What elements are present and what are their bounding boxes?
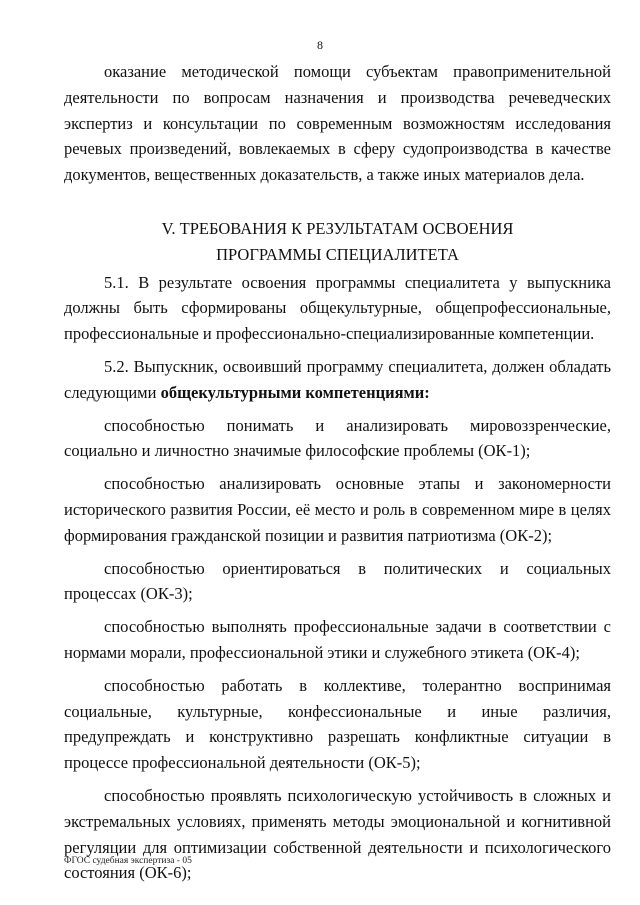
competency-item: способностью проявлять психологическую устойчивость в сложных и экстремальных условиях, применять методы эмоциональной и когнитивной регуляции для оптимизации собственной деятельности и психологического состояния (ОК-6); xyxy=(64,785,611,883)
intro-block xyxy=(64,59,611,188)
competency-item: способностью работать в коллективе, толерантно воспринимая социальные, культурные, конфессиональные и иные различия, предупреждать и конструктивно разрешать конфликтные ситуации в процессе профессиональной деятельности (ОК-5); xyxy=(64,675,611,773)
paragraph-5-2 xyxy=(64,354,611,406)
paragraph-5-2-bold: общекультурными компетенциями: xyxy=(160,382,430,402)
paragraph-5-1: 5.1. В результате освоения программы специалитета у выпускника должны быть сформированы общекультурные, общепрофессиональные, профессиональные и профессионально-специализированные компетенции. xyxy=(64,272,611,344)
competency-item: способностью выполнять профессиональные задачи в соответствии с нормами морали, профессиональной этики и служебного этикета (ОК-4); xyxy=(64,617,611,662)
section-title-line-1: V. ТРЕБОВАНИЯ К РЕЗУЛЬТАТАМ ОСВОЕНИЯ xyxy=(161,219,514,238)
section-v xyxy=(64,216,611,886)
page-number: 8 xyxy=(317,38,323,52)
page-footer: ФГОС судебная экспертиза - 05 xyxy=(64,856,192,866)
paragraph-5-2-text: 5.2. Выпускник, освоивший программу специалитета, должен обладать следующими xyxy=(64,356,611,402)
section-title-line-2: ПРОГРАММЫ СПЕЦИАЛИТЕТА xyxy=(216,244,459,264)
competency-item: способностью понимать и анализировать мировоззренческие, социально и личностно значимые философские проблемы (ОК-1); xyxy=(64,415,611,461)
competency-item: способностью ориентироваться в политических и социальных процессах (ОК-3); xyxy=(64,558,611,604)
intro-paragraph: оказание методической помощи субъектам правоприменительной деятельности по вопросам назначения и производства речеведческих экспертиз и консультации по современным возможностям исследования речевых произведений, вовлекаемых в сферу судопроизводства в качестве документов, вещественных доказательств, а также иных материалов дела. xyxy=(64,62,611,185)
competency-item: способностью анализировать основные этапы и закономерности исторического развития России, её место и роль в современном мире в целях формирования гражданской позиции и развития патриотизма (ОК-2); xyxy=(64,474,611,545)
